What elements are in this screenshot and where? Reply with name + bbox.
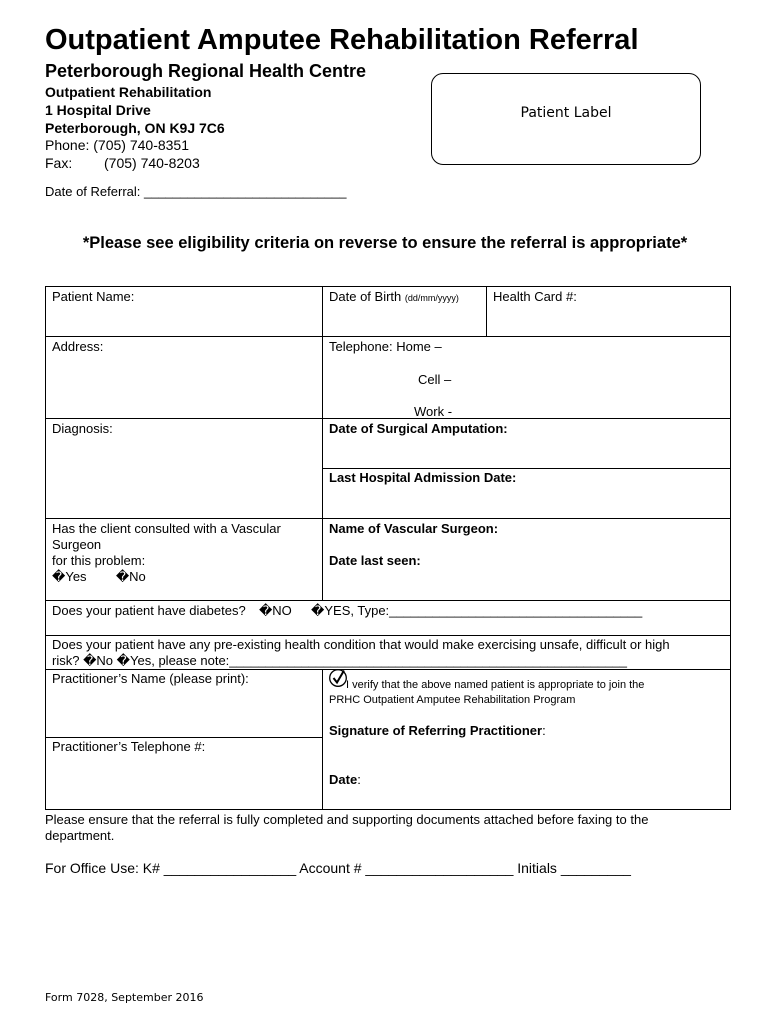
verification-statement-line2: PRHC Outpatient Amputee Rehabilitation Program: [329, 694, 576, 706]
city-address: Peterborough, ON K9J 7C6: [45, 120, 225, 136]
checkbox-icon: �: [52, 569, 66, 584]
street-address: 1 Hospital Drive: [45, 102, 151, 118]
diabetes-question-label: Does your patient have diabetes?: [52, 603, 246, 618]
dob-format: (dd/mm/yyyy): [404, 293, 459, 303]
checkbox-icon: �: [83, 653, 97, 668]
last-admission-date-field[interactable]: Last Hospital Admission Date:: [329, 470, 517, 485]
date-of-referral-field[interactable]: Date of Referral: ____________________________: [45, 184, 347, 199]
eligibility-notice: *Please see eligibility criteria on reverse to ensure the referral is appropriate*: [82, 234, 688, 252]
preexisting-no-checkbox[interactable]: [83, 653, 113, 668]
verification-statement-line1: I verify that the above named patient is appropriate to join the: [346, 679, 645, 691]
checkbox-icon: �: [115, 569, 130, 584]
diabetes-yes-checkbox[interactable]: [311, 603, 642, 618]
signature-colon: :: [542, 723, 546, 738]
practitioner-name-field[interactable]: Practitioner’s Name (please print):: [52, 671, 249, 686]
preexisting-risk-label: risk?: [52, 653, 80, 668]
checkbox-icon: �: [311, 603, 325, 618]
preexisting-question-line1: Does your patient have any pre-existing health condition that would make exercising unsafe, difficult or high: [52, 637, 670, 652]
patient-label-box: [431, 73, 701, 165]
date-last-seen-field[interactable]: Date last seen:: [329, 553, 421, 568]
vascular-options: [52, 569, 146, 585]
diabetes-question: [52, 603, 642, 619]
office-use-fields[interactable]: For Office Use: K# _________________ Account # ___________________ Initials _________: [45, 860, 631, 876]
signature-field[interactable]: [329, 723, 546, 739]
vascular-yes-checkbox[interactable]: [52, 569, 87, 584]
diagnosis-field[interactable]: Diagnosis:: [52, 421, 113, 436]
preexisting-yes-checkbox[interactable]: [117, 653, 627, 668]
form-title: Outpatient Amputee Rehabilitation Referral: [45, 24, 639, 56]
surgical-amputation-date-field[interactable]: Date of Surgical Amputation:: [329, 421, 508, 436]
patient-name-field[interactable]: Patient Name:: [52, 289, 135, 304]
checkmark-icon: [328, 668, 348, 688]
date-colon: :: [357, 772, 361, 787]
date-field[interactable]: [329, 772, 361, 788]
address-field[interactable]: Address:: [52, 339, 104, 354]
department-name: Outpatient Rehabilitation: [45, 84, 212, 100]
vascular-question-line3: for this problem:: [52, 553, 146, 568]
checkbox-icon: �: [258, 603, 273, 618]
completion-instructions: [45, 812, 648, 844]
completion-instructions-line2: department.: [45, 828, 115, 843]
telephone-cell-field[interactable]: Cell –: [418, 372, 452, 387]
organization-name: Peterborough Regional Health Centre: [45, 61, 367, 81]
completion-instructions-line1: Please ensure that the referral is fully completed and supporting documents attached before faxing to the: [45, 812, 649, 827]
form-number: Form 7028, September 2016: [45, 991, 204, 1004]
vascular-question-line2: Surgeon: [52, 537, 102, 552]
vascular-no-label: No: [129, 569, 146, 584]
date-label: Date: [329, 772, 358, 787]
practitioner-telephone-field[interactable]: Practitioner’s Telephone #:: [52, 739, 206, 754]
diabetes-no-label: NO: [272, 603, 292, 618]
fax-label: Fax:: [45, 155, 73, 171]
health-card-field[interactable]: Health Card #:: [493, 289, 577, 304]
patient-label-text: Patient Label: [520, 105, 612, 121]
phone-number: Phone: (705) 740-8351: [45, 137, 189, 153]
signature-label: Signature of Referring Practitioner: [329, 723, 543, 738]
telephone-home-field[interactable]: Telephone: Home –: [329, 339, 442, 354]
preexisting-note-field: Yes, please note:_______________________________________________________: [130, 653, 627, 668]
telephone-work-field[interactable]: Work -: [414, 404, 453, 419]
preexisting-no-label: No: [96, 653, 114, 668]
checkbox-icon: �: [116, 653, 131, 668]
vascular-surgeon-name-field[interactable]: Name of Vascular Surgeon:: [329, 521, 499, 536]
diabetes-no-checkbox[interactable]: [259, 603, 292, 618]
preexisting-question: [52, 637, 670, 669]
vascular-no-checkbox[interactable]: [116, 569, 146, 584]
vascular-question-line1: Has the client consulted with a Vascular: [52, 521, 281, 536]
diabetes-type-field: YES, Type:___________________________________: [324, 603, 643, 618]
vascular-yes-label: Yes: [65, 569, 87, 584]
fax-number: (705) 740-8203: [104, 155, 200, 171]
dob-label: Date of Birth: [329, 289, 402, 304]
date-of-birth-field[interactable]: [329, 289, 459, 306]
vascular-question: [52, 521, 281, 569]
